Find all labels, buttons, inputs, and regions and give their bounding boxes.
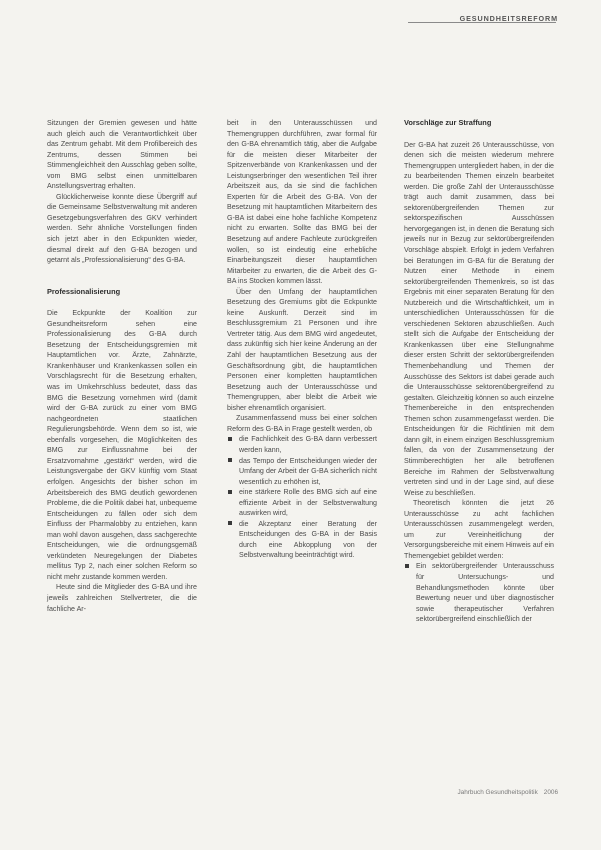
- bullet-item: die Akzeptanz einer Beratung der Entscheidungen des G-BA in der Basis durch eine Abkopplung von der Selbstverwaltung beeinträchtigt wird.: [227, 519, 377, 561]
- bullet-item: die Fachlichkeit des G-BA dann verbessert werden kann,: [227, 434, 377, 455]
- paragraph: beit in den Unterausschüssen und Themengruppen durchführen, zwar formal für den G-BA ehrenamtlich tätig, aber die Aufgabe für die meisten dieser Mitarbeiter der Spitzenverbände von Krankenkassen und der Leistungserbringer den wesentlichen Teil ihrer Arbeitszeit aus, da sie sind die fachlichen Experten für die Arbeit des G-BA. Von der Besetzung mit hauptamtlichen Mitarbeitern des G-BA ist dabei eine hohe fachliche Kompetenz nicht zu erwarten. Sollte das BMG bei der Besetzung auf andere Fachleute zurückgreifen wollen, so ist eindeutig eine erhebliche Einarbeitungszeit dieser hauptamtlichen Mitarbeiter zu erwarten, die die Arbeit des G-BA ins Stocken kommen lässt.: [227, 119, 377, 286]
- column-middle: [227, 118, 377, 561]
- paragraph: Theoretisch könnten die jetzt 26 Unterausschüsse zu acht fachlichen Unterausschüssen zusammengelegt werden, um zur Vereinheitlichung der Versorgungsbereiche mit einem Hinweis auf ein Themengebiet gebildet werden:: [404, 499, 554, 560]
- bullet-item: eine stärkere Rolle des BMG sich auf eine effiziente Arbeit in der Selbstverwaltung auswirken wird,: [227, 487, 377, 519]
- section-heading-vorschlaege: Vorschläge zur Straffung: [404, 118, 492, 127]
- column-right: [404, 118, 554, 625]
- paragraph: Der G-BA hat zuzeit 26 Unterausschüsse, von denen sich die meisten wiederum mehrere Themengruppen untergliedert haben, in der die zu bearbeitenden Themen einzeln bearbeitet werden. Die große Zahl der Unterausschüsse trägt auch damit zusammen, dass bei sektorenübergreifenden Themen zur sektorspezifischen Ausschüssen hervorgegangen ist, in denen die Beratung sich jeweils nur in Bezug zur sektorübergreifenden Vorschläge abspielt. Erfolgt in jedem Verfahren bei Beratungen im G-BA für die Beratung der Nutzen einer Methode in einem sektorübergreifenden Themenkreis, so ist das Ergebnis mit einer separaten Beratung für den Nutzbereich und die Wirtschaftlichkeit, um in unterschiedlichen Unterausschüssen für die verschiedenen Sektoren abzuschließen. Auch stellt sich die Aufgabe der Entscheidung der Krankenkassen über eine Stellungnahme dieser ersten Schritt der sektorübergreifenden Themenbehandlung und Themen der Ausschüsse des Sektors ist dabei gerade auch die Unterausschüsse sektorenübergreifend zu gestalten. Gleichzeitig können so auch einzelne Themenbereiche in den entsprechenden Themen schon zusammengefasst werden. Die Entscheidungen für die Richtlinien mit dem dann gilt, in einem einzigen Beschlussgremium fallen, da von der Zusammensetzung der Stimmberechtigten her alle betroffenen Bereiche im Rahmen der Selbstverwaltung vertreten sind und in der Lage sind, auf diese Weise zu beschließen.: [404, 140, 554, 497]
- page-footer: [418, 789, 558, 796]
- paragraph: Die Eckpunkte der Koalition zur Gesundheitsreform sehen eine Professionalisierung des G-BA durch Besetzung der Entscheidungsgremien mit Hauptamtlichen vor. Ärzte, Zahnärzte, Krankenhäuser und Krankenkassen sollen ein Vorschlagsrecht für die Besetzung erhalten, was im Umkehrschluss bedeutet, dass das BMG die Besetzung vornehmen wird (damit wird der G-BA zurück zu einer vom BMG nachgeordneten staatlichen Regulierungsbehörde. Wenn dem so ist, wie ebenfalls vorgesehen, die Möglichkeiten des BMG zur Einflussnahme bei der Ersatzvornahme „gestärkt“ werden, wird die Leistungsvergabe der GKV künftig vom Staat erfolgen. Angesichts der bisher schon im Arbeitsbereich des BMG deutlich gewordenen Probleme, die die Politik dabei hat, unbequeme Entscheidungen zu fällen oder sich dem Einfluss der Pharmalobby zu entziehen, kann man wohl davon ausgehen, dass sachgerechte Entscheidungen, wie die ordnungsgemäß verkündeten Neuregelungen der Diabetes mellitus Typ 2, nach einer solchen Reform so nicht mehr zustande kommen werden.: [47, 309, 197, 581]
- paragraph: Glücklicherweise konnte diese Übergriff auf die Gemeinsame Selbstverwaltung mit anderen Gesetzgebungsverfahren des GKV verhindert werden. Sehr ähnliche Vorstellungen finden sich jetzt aber in den Eckpunkten wieder, diesmal direkt auf den G-BA bezogen und getarnt als „Professionalisierung“ des G-BA.: [47, 192, 197, 265]
- bullet-item: das Tempo der Entscheidungen wieder der Umfang der Arbeit der G-BA sicherlich nicht wesentlich zu erhöhen ist,: [227, 456, 377, 488]
- square-bullet-icon: [228, 437, 232, 441]
- bullet-list: [404, 561, 554, 624]
- journal-title: Jahrbuch Gesundheitspolitik: [457, 789, 538, 796]
- square-bullet-icon: [228, 490, 232, 494]
- section-heading-professionalisierung: Professionalisierung: [47, 286, 121, 296]
- paragraph: Zusammenfassend muss bei einer solchen Reform des G-BA in Frage gestellt werden, ob: [227, 414, 377, 433]
- bullet-item: Ein sektorübergreifender Unterausschuss für Untersuchungs- und Behandlungsmethoden könnte über Bewertung neuer und über diagnostischer sowie therapeutischer Verfahren sektorübergreifend einschließlich der: [404, 561, 554, 624]
- paragraph: Über den Umfang der hauptamtlichen Besetzung des Gremiums gibt die Eckpunkte keine Auskunft. Derzeit sind im Beschlussgremium 21 Personen und ihre Vertreter tätig. Aus dem BMG wird angedeutet, dass zukünftig sich hier keine Änderung an der Zahl der hauptamtlichen Besetzung aus der Geschäftsordnung gibt, die hauptamtlichen Personen einer kompletten hauptamtlichen Besetzung auch der Unterausschüsse und Themengruppen, aber bleibt die Arbeit wie bisher ehrenamtlich organisiert.: [227, 287, 377, 412]
- bullet-list: [227, 434, 377, 561]
- square-bullet-icon: [228, 458, 232, 462]
- column-left: [47, 118, 197, 614]
- paragraph: Sitzungen der Gremien gewesen und hätte auch gleich auch die Verantwortlichkeit über das Zentrum gehabt. Mit dem Profilbereich des Zentrums, dessen Stimmen bei Stimmengleichheit den Ausschlag geben sollte, vom BMG selbst einen unmittelbaren Anstellungsvertrag erhalten.: [47, 119, 197, 191]
- paragraph: Heute sind die Mitglieder des G-BA und ihre jeweils zahlreichen Stellvertreter, die die fachliche Ar-: [47, 583, 197, 613]
- square-bullet-icon: [228, 521, 232, 525]
- square-bullet-icon: [405, 564, 409, 568]
- page-number: 2006: [543, 789, 558, 796]
- running-header: GESUNDHEITSREFORM: [459, 14, 558, 23]
